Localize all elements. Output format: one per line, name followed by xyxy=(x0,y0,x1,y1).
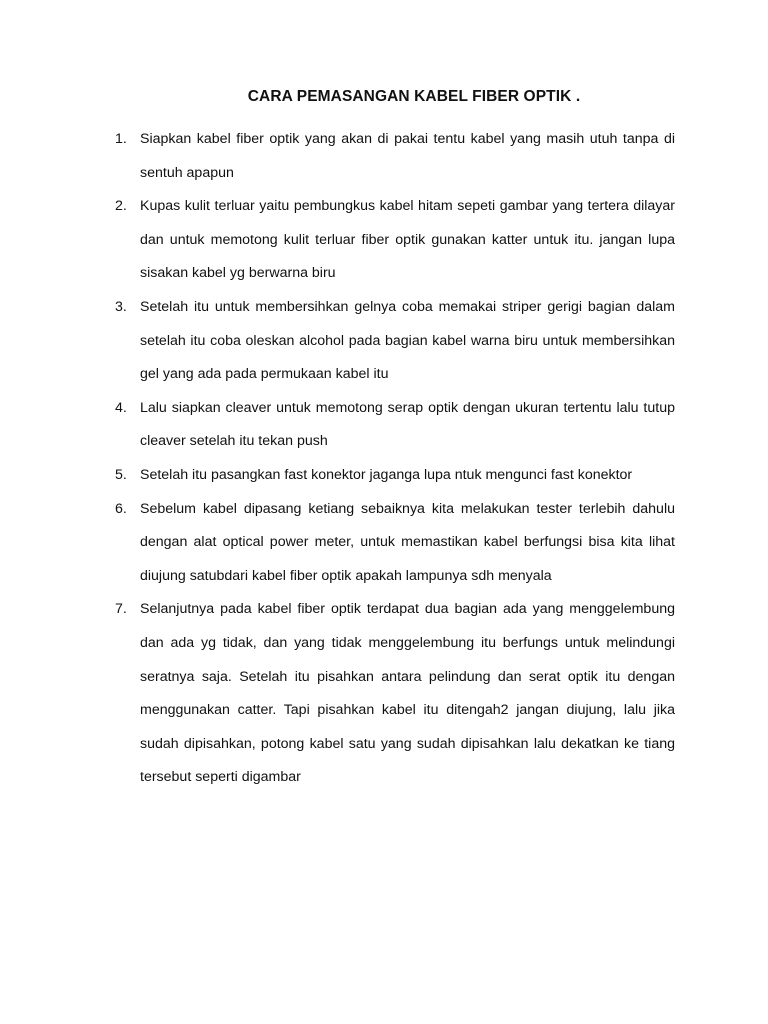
step-text: Lalu siapkan cleaver untuk memotong serap optik dengan ukuran tertentu lalu tutup cleaver setelah itu tekan push xyxy=(140,399,675,450)
step-number: 1. xyxy=(115,131,127,147)
step-number: 5. xyxy=(115,466,127,483)
steps-list xyxy=(115,123,675,795)
list-item xyxy=(115,291,675,392)
list-item xyxy=(115,392,675,459)
list-item xyxy=(115,123,675,190)
document-title: CARA PEMASANGAN KABEL FIBER OPTIK . xyxy=(247,88,581,105)
step-text: Siapkan kabel fiber optik yang akan di pakai tentu kabel yang masih utuh tanpa di sentuh apapun xyxy=(140,131,675,181)
list-item xyxy=(115,459,675,493)
step-text: Kupas kulit terluar yaitu pembungkus kabel hitam sepeti gambar yang tertera dilayar dan untuk memotong kulit terluar fiber optik gunakan katter untuk itu. jangan lupa sisakan kabel yg berwarna biru xyxy=(140,198,675,282)
list-item xyxy=(115,190,675,291)
step-text: Setelah itu untuk membersihkan gelnya coba memakai striper gerigi bagian dalam setelah itu coba oleskan alcohol pada bagian kabel warna biru untuk membersihkan gel yang ada pada permukaan kabel itu xyxy=(140,298,675,383)
list-item xyxy=(115,493,675,594)
list-item xyxy=(115,593,675,795)
step-number: 6. xyxy=(115,500,127,517)
step-text: Setelah itu pasangkan fast konektor jaganga lupa ntuk mengunci fast konektor xyxy=(140,466,633,483)
step-number: 3. xyxy=(115,298,127,315)
step-number: 4. xyxy=(115,399,127,416)
step-number: 7. xyxy=(115,601,127,618)
step-text: Selanjutnya pada kabel fiber optik terdapat dua bagian ada yang menggelembung dan ada yg tidak, dan yang tidak menggelembung itu berfungs untuk melindungi seratnya saja. Setelah itu pisahkan antara pelindung dan serat optik itu dengan menggunakan catter. Tapi pisahkan kabel itu ditengah2 jangan diujung, lalu jika sudah dipisahkan, potong kabel satu yang sudah dipisahkan lalu dekatkan ke tiang tersebut seperti digambar xyxy=(140,601,675,786)
step-number: 2. xyxy=(115,198,127,215)
step-text: Sebelum kabel dipasang ketiang sebaiknya kita melakukan tester terlebih dahulu dengan alat optical power meter, untuk memastikan kabel berfungsi bisa kita lihat diujung satubdari kabel fiber optik apakah lampunya sdh menyala xyxy=(140,500,675,584)
